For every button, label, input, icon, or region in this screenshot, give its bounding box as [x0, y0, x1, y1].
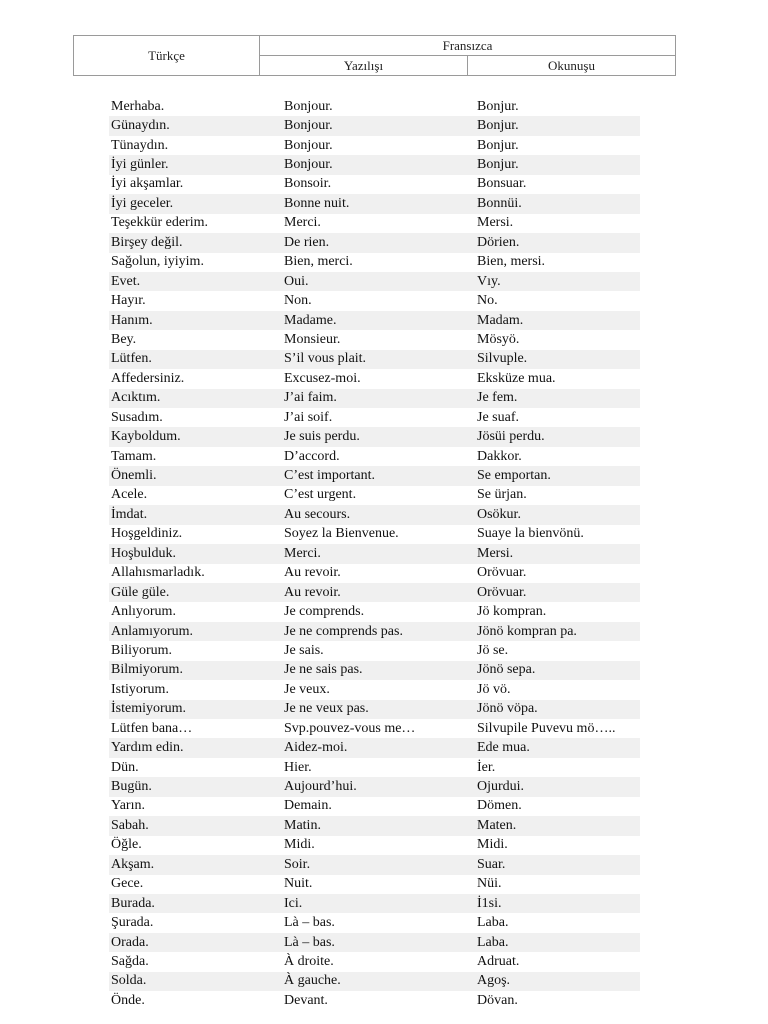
turkish-word: Evet.: [111, 273, 141, 289]
french-spelling: De rien.: [284, 234, 330, 250]
french-pronunciation: Dakkor.: [477, 448, 522, 464]
french-pronunciation: Se emportan.: [477, 468, 551, 484]
table-row: [109, 194, 640, 213]
french-spelling: Je ne sais pas.: [284, 662, 363, 678]
table-row: [109, 311, 640, 330]
french-spelling: J’ai soif.: [284, 409, 333, 425]
turkish-word: İyi akşamlar.: [111, 176, 184, 192]
header-turkce: Türkçe: [74, 36, 260, 76]
french-spelling: Bien, merci.: [284, 254, 353, 270]
turkish-word: Önemli.: [111, 468, 157, 484]
table-row: [109, 797, 640, 816]
french-spelling: À droite.: [284, 953, 334, 969]
french-spelling: Hier.: [284, 759, 312, 775]
french-spelling: Bonne nuit.: [284, 195, 350, 211]
table-row: [109, 116, 640, 135]
table-row: [109, 272, 640, 291]
table-row: [109, 700, 640, 719]
header-okunusu: Okunuşu: [468, 56, 676, 76]
turkish-word: Bilmiyorum.: [111, 662, 183, 678]
table-row: [109, 933, 640, 952]
french-pronunciation: Orövuar.: [477, 565, 527, 581]
french-spelling: Je ne veux pas.: [284, 701, 369, 717]
french-pronunciation: Orövuar.: [477, 584, 527, 600]
french-spelling: Je suis perdu.: [284, 429, 360, 445]
french-pronunciation: Bonjur.: [477, 98, 519, 114]
french-pronunciation: Jö se.: [477, 642, 509, 658]
turkish-word: Sabah.: [111, 817, 149, 833]
french-spelling: Je veux.: [284, 681, 330, 697]
table-row: [109, 602, 640, 621]
french-pronunciation: Agoş.: [477, 973, 511, 989]
french-pronunciation: Eksküze mua.: [477, 370, 556, 386]
french-pronunciation: Midi.: [477, 837, 508, 853]
french-spelling: Bonjour.: [284, 157, 333, 173]
french-spelling: Oui.: [284, 273, 309, 289]
table-row: [109, 913, 640, 932]
table-row: [109, 583, 640, 602]
french-spelling: Matin.: [284, 817, 321, 833]
turkish-word: Hanım.: [111, 312, 153, 328]
french-pronunciation: Jösüi perdu.: [477, 429, 545, 445]
french-pronunciation: İer.: [477, 759, 496, 775]
turkish-word: Kayboldum.: [111, 429, 181, 445]
table-row: [109, 875, 640, 894]
french-spelling: Bonjour.: [284, 118, 333, 134]
french-pronunciation: Mersi.: [477, 545, 514, 561]
turkish-word: İmdat.: [111, 506, 148, 522]
french-spelling: Excusez-moi.: [284, 370, 361, 386]
turkish-word: Allahısmarladık.: [111, 565, 205, 581]
table-row: [109, 233, 640, 252]
turkish-word: Solda.: [111, 973, 147, 989]
table-row: [109, 622, 640, 641]
table-row: [109, 991, 640, 1010]
table-row: [109, 777, 640, 796]
french-pronunciation: Nüi.: [477, 876, 502, 892]
turkish-word: Öğle.: [111, 837, 142, 853]
table-row: [109, 972, 640, 991]
column-header-table: [73, 35, 676, 76]
french-spelling: Je comprends.: [284, 604, 365, 620]
french-spelling: Là – bas.: [284, 934, 335, 950]
french-pronunciation: No.: [477, 293, 498, 309]
french-pronunciation: Jö kompran.: [477, 604, 547, 620]
turkish-word: Yarın.: [111, 798, 145, 814]
french-pronunciation: Mersi.: [477, 215, 514, 231]
turkish-word: Hoşgeldiniz.: [111, 526, 183, 542]
french-pronunciation: Maten.: [477, 817, 517, 833]
french-pronunciation: Dörien.: [477, 234, 520, 250]
french-pronunciation: Jönö sepa.: [477, 662, 536, 678]
turkish-word: Dün.: [111, 759, 139, 775]
table-row: [109, 486, 640, 505]
french-spelling: Au revoir.: [284, 565, 341, 581]
french-spelling: Au revoir.: [284, 584, 341, 600]
turkish-word: Bugün.: [111, 779, 152, 795]
french-pronunciation: Suar.: [477, 856, 506, 872]
turkish-word: Istiyorum.: [111, 681, 169, 697]
french-spelling: Merci.: [284, 545, 321, 561]
french-pronunciation: Bonnüi.: [477, 195, 522, 211]
table-row: [109, 97, 640, 116]
table-row: [109, 291, 640, 310]
french-spelling: Là – bas.: [284, 915, 335, 931]
table-row: [109, 214, 640, 233]
french-pronunciation: Bonjur.: [477, 137, 519, 153]
french-spelling: Je sais.: [284, 642, 324, 658]
french-pronunciation: Jönö kompran pa.: [477, 623, 577, 639]
turkish-word: Önde.: [111, 992, 145, 1008]
table-row: [109, 836, 640, 855]
turkish-word: Acele.: [111, 487, 148, 503]
table-row: [109, 389, 640, 408]
french-pronunciation: Adruat.: [477, 953, 520, 969]
french-spelling: C’est important.: [284, 468, 375, 484]
turkish-word: Günaydın.: [111, 118, 170, 134]
french-pronunciation: Bonsuar.: [477, 176, 527, 192]
french-spelling: Merci.: [284, 215, 321, 231]
table-row: [109, 427, 640, 446]
turkish-word: Anlıyorum.: [111, 604, 176, 620]
turkish-word: Şurada.: [111, 915, 154, 931]
turkish-word: İyi günler.: [111, 157, 169, 173]
table-row: [109, 155, 640, 174]
french-spelling: Je ne comprends pas.: [284, 623, 403, 639]
turkish-word: Tünaydın.: [111, 137, 169, 153]
table-row: [109, 447, 640, 466]
table-row: [109, 641, 640, 660]
turkish-word: İstemiyorum.: [111, 701, 187, 717]
table-row: [109, 505, 640, 524]
vocabulary-table-body: [109, 97, 640, 1011]
french-pronunciation: Ojurdui.: [477, 779, 525, 795]
french-spelling: Bonjour.: [284, 98, 333, 114]
table-row: [109, 894, 640, 913]
turkish-word: Acıktım.: [111, 390, 161, 406]
turkish-word: Bey.: [111, 331, 137, 347]
turkish-word: Yardım edin.: [111, 740, 184, 756]
french-pronunciation: Silvupile Puvevu mö…..: [477, 720, 616, 736]
french-pronunciation: Jönö vöpa.: [477, 701, 538, 717]
french-pronunciation: Bien, mersi.: [477, 254, 546, 270]
table-row: [109, 952, 640, 971]
french-spelling: Bonsoir.: [284, 176, 332, 192]
french-spelling: Nuit.: [284, 876, 313, 892]
french-pronunciation: Dövan.: [477, 992, 518, 1008]
turkish-word: Sağda.: [111, 953, 149, 969]
french-pronunciation: Osökur.: [477, 506, 521, 522]
turkish-word: Sağolun, iyiyim.: [111, 254, 204, 270]
french-spelling: Svp.pouvez-vous me…: [284, 720, 416, 736]
french-pronunciation: Jö vö.: [477, 681, 511, 697]
table-row: [109, 544, 640, 563]
table-row: [109, 564, 640, 583]
turkish-word: Teşekkür ederim.: [111, 215, 208, 231]
turkish-word: Birşey değil.: [111, 234, 183, 250]
header-yazilisi: Yazılışı: [260, 56, 468, 76]
french-spelling: Bonjour.: [284, 137, 333, 153]
turkish-word: Burada.: [111, 895, 155, 911]
french-pronunciation: Se ürjan.: [477, 487, 527, 503]
french-pronunciation: Madam.: [477, 312, 524, 328]
french-pronunciation: Suaye la bienvönü.: [477, 526, 584, 542]
table-row: [109, 758, 640, 777]
turkish-word: Biliyorum.: [111, 642, 173, 658]
french-pronunciation: Laba.: [477, 934, 509, 950]
french-pronunciation: Je suaf.: [477, 409, 519, 425]
turkish-word: Susadım.: [111, 409, 163, 425]
table-row: [109, 350, 640, 369]
french-spelling: Midi.: [284, 837, 315, 853]
french-pronunciation: Je fem.: [477, 390, 518, 406]
french-spelling: Monsieur.: [284, 331, 341, 347]
french-spelling: Madame.: [284, 312, 337, 328]
table-row: [109, 466, 640, 485]
table-row: [109, 738, 640, 757]
french-spelling: Soyez la Bienvenue.: [284, 526, 399, 542]
table-row: [109, 719, 640, 738]
french-spelling: S’il vous plait.: [284, 351, 367, 367]
table-row: [109, 525, 640, 544]
french-spelling: Aidez-moi.: [284, 740, 348, 756]
turkish-word: Akşam.: [111, 856, 155, 872]
french-spelling: Aujourd’hui.: [284, 779, 357, 795]
french-spelling: À gauche.: [284, 973, 341, 989]
table-row: [109, 408, 640, 427]
header-fransizca: Fransızca: [260, 36, 676, 56]
table-row: [109, 680, 640, 699]
table-row: [109, 661, 640, 680]
french-spelling: C’est urgent.: [284, 487, 357, 503]
turkish-word: Orada.: [111, 934, 149, 950]
table-row: [109, 855, 640, 874]
turkish-word: Gece.: [111, 876, 144, 892]
french-spelling: D’accord.: [284, 448, 340, 464]
turkish-word: Hoşbulduk.: [111, 545, 176, 561]
table-row: [109, 253, 640, 272]
turkish-word: Lütfen bana…: [111, 720, 193, 736]
vocabulary-table: [109, 97, 640, 1011]
french-spelling: Devant.: [284, 992, 328, 1008]
turkish-word: Lütfen.: [111, 351, 152, 367]
french-pronunciation: Ede mua.: [477, 740, 530, 756]
turkish-word: Merhaba.: [111, 98, 165, 114]
french-pronunciation: İ1si.: [477, 895, 502, 911]
turkish-word: İyi geceler.: [111, 195, 174, 211]
french-spelling: Non.: [284, 293, 312, 309]
french-pronunciation: Mösyö.: [477, 331, 520, 347]
french-spelling: Demain.: [284, 798, 332, 814]
table-row: [109, 330, 640, 349]
french-spelling: J’ai faim.: [284, 390, 337, 406]
french-pronunciation: Laba.: [477, 915, 509, 931]
turkish-word: Affedersiniz.: [111, 370, 185, 386]
french-pronunciation: Vıy.: [477, 273, 501, 289]
table-row: [109, 816, 640, 835]
french-spelling: Ici.: [284, 895, 303, 911]
turkish-word: Hayır.: [111, 293, 146, 309]
turkish-word: Anlamıyorum.: [111, 623, 194, 639]
french-spelling: Au secours.: [284, 506, 351, 522]
french-pronunciation: Bonjur.: [477, 157, 519, 173]
french-pronunciation: Bonjur.: [477, 118, 519, 134]
table-row: [109, 175, 640, 194]
french-pronunciation: Dömen.: [477, 798, 522, 814]
table-row: [109, 369, 640, 388]
turkish-word: Tamam.: [111, 448, 157, 464]
french-spelling: Soir.: [284, 856, 311, 872]
table-row: [109, 136, 640, 155]
french-pronunciation: Silvuple.: [477, 351, 528, 367]
turkish-word: Güle güle.: [111, 584, 170, 600]
